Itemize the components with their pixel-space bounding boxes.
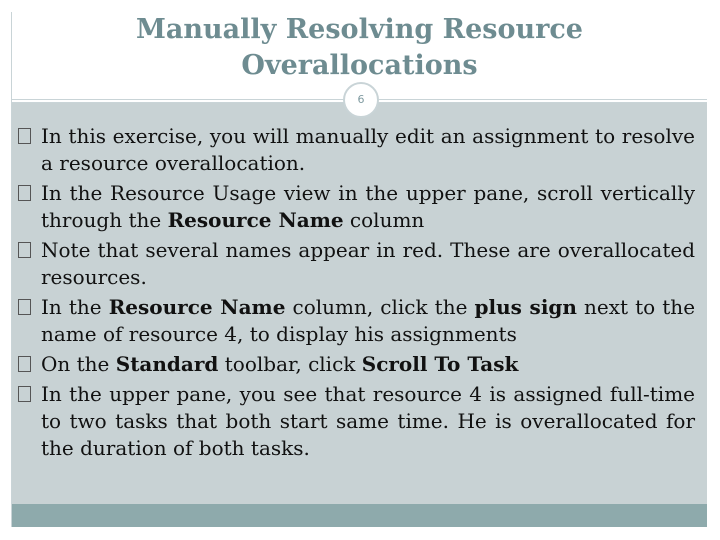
title-line-2: Overallocations: [241, 50, 478, 81]
bullet-text: In the upper pane, you see that resource 4 is assigned full-time to two tasks that both start same time. He is overallocated for the duration of both tasks.: [41, 382, 695, 460]
square-box-icon: [18, 185, 31, 201]
bullet-list: [18, 123, 695, 465]
bullet-text: next to the name of resource 4, to display his assignments: [41, 295, 696, 346]
bullet-text: In this exercise, you will manually edit an assignment to resolve a resource overallocation.: [41, 124, 695, 175]
square-box-icon: [18, 386, 31, 402]
page-number-badge: [343, 82, 379, 118]
square-box-icon: [18, 242, 31, 258]
bullet-text: column, click the: [285, 295, 475, 319]
bullet-text: toolbar, click: [218, 352, 362, 376]
bullet-bold-text: Resource Name: [108, 295, 286, 319]
bullet-item: [18, 237, 695, 291]
bullet-text: Note that several names appear in red. These are overallocated resources.: [41, 238, 695, 289]
title-line-1: Manually Resolving Resource: [136, 14, 583, 45]
bullet-bold-text: Standard: [115, 352, 219, 376]
bullet-item: [18, 180, 695, 234]
bullet-text: column: [343, 208, 425, 232]
bullet-item: [18, 294, 695, 348]
square-box-icon: [18, 299, 31, 315]
bullet-bold-text: Scroll To Task: [361, 352, 519, 376]
footer-bar: [12, 504, 707, 527]
bullet-text: In the Resource Usage view in the upper pane, scroll vertically through the: [41, 181, 695, 232]
bullet-item: [18, 381, 695, 462]
square-box-icon: [18, 356, 31, 372]
bullet-item: [18, 351, 695, 378]
bullet-item: [18, 123, 695, 177]
square-box-icon: [18, 128, 31, 144]
bullet-bold-text: Resource Name: [167, 208, 344, 232]
slide-title: [12, 12, 707, 84]
bullet-text: On the: [41, 352, 116, 376]
bullet-bold-text: plus sign: [474, 295, 577, 319]
page-number: 6: [357, 93, 365, 106]
bullet-text: In the: [41, 295, 109, 319]
